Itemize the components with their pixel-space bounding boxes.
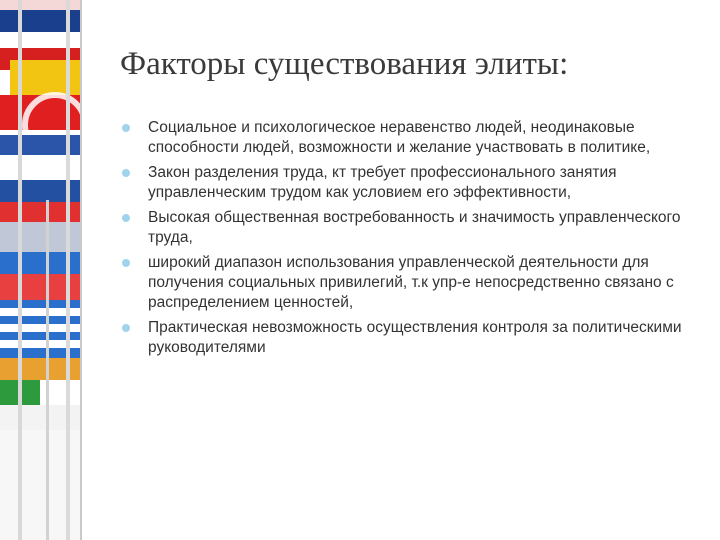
bullet-text: Практическая невозможность осуществления контроля за политическими руководителями: [148, 319, 682, 356]
bullet-dot-icon: [122, 169, 130, 177]
bullet-item: [120, 208, 700, 248]
bullet-list: [120, 118, 700, 363]
bullet-dot-icon: [122, 324, 130, 332]
bullet-text: Закон разделения труда, кт требует профессионального занятия управленческим трудом как условием его эффективности,: [148, 164, 617, 201]
bullet-item: [120, 318, 700, 358]
bullet-item: [120, 118, 700, 158]
flags-image: [0, 0, 80, 540]
bullet-text: широкий диапазон использования управленческой деятельности для получения социальных привилегий, т.к упр-е непосредственно связано с распределением ценностей,: [148, 254, 674, 311]
bullet-item: [120, 163, 700, 203]
slide-divider: [80, 0, 82, 540]
slide-content: [120, 0, 700, 540]
bullet-text: Высокая общественная востребованность и значимость управленческого труда,: [148, 209, 681, 246]
bullet-dot-icon: [122, 214, 130, 222]
slide-title: Факторы существования элиты:: [120, 46, 569, 82]
bullet-dot-icon: [122, 259, 130, 267]
bullet-dot-icon: [122, 124, 130, 132]
bullet-text: Социальное и психологическое неравенство людей, неодинаковые способности людей, возможности и желание участвовать в политике,: [148, 119, 651, 156]
bullet-item: [120, 253, 700, 313]
